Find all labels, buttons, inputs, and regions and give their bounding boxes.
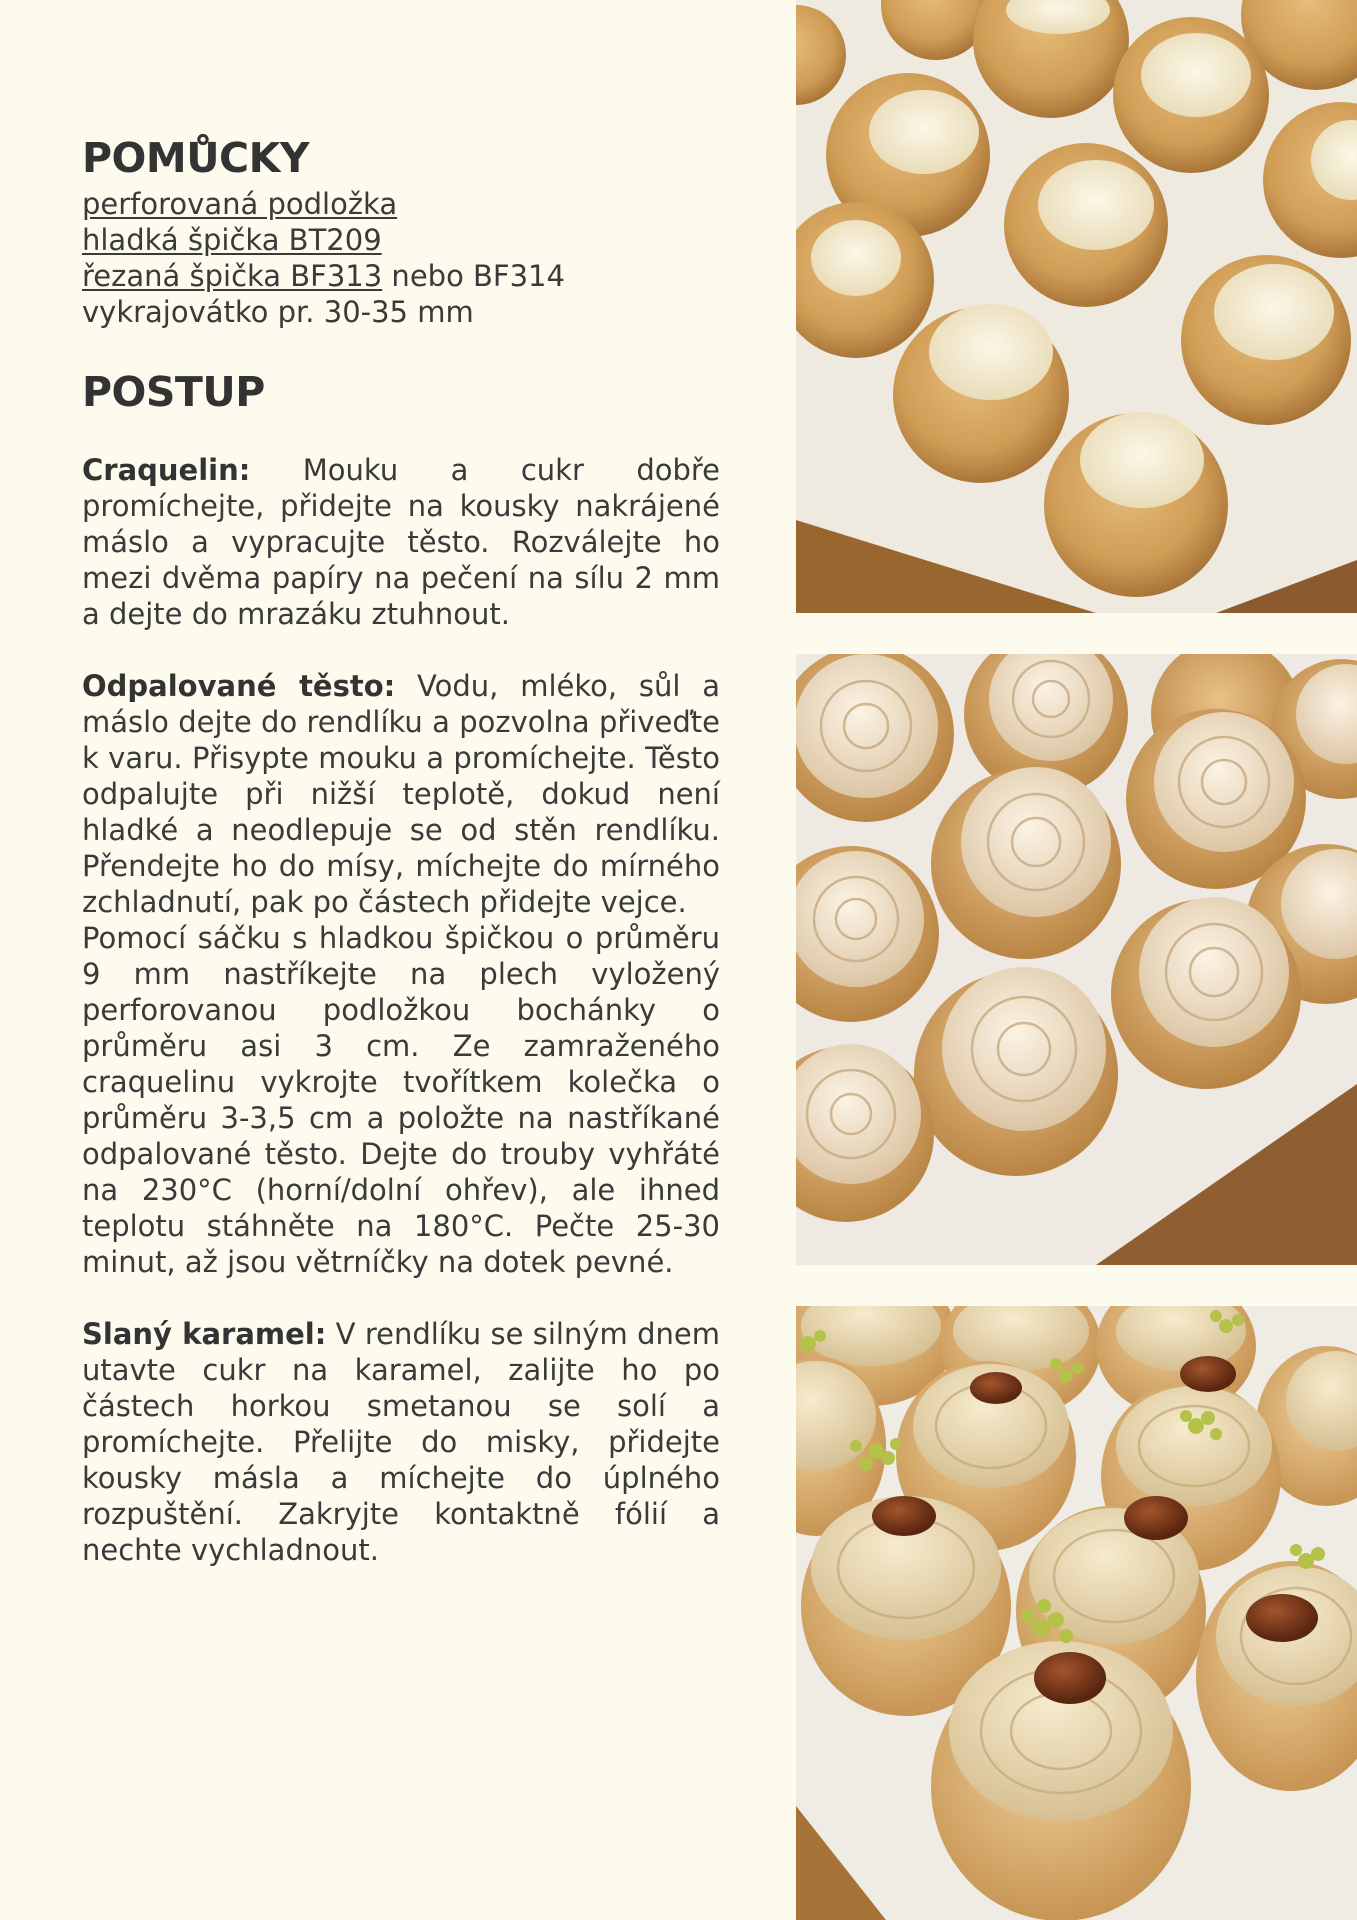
caramel-text: V rendlíku se silným dnem utavte cukr na karamel, zalijte ho po částech horkou smetanou se solí a promíchejte. Přelijte do misky, přidejte kousky másla a míchejte do úplného rozpuštění. Zakryjte kontaktně fólií a nechte vychladnout. bbox=[82, 1317, 720, 1567]
method-heading: POSTUP bbox=[82, 368, 265, 416]
tool-text: nebo BF314 bbox=[382, 259, 565, 293]
tool-link[interactable]: perforovaná podložka bbox=[82, 187, 398, 221]
photo-cream-choux bbox=[796, 654, 1357, 1265]
craquelin-label: Craquelin: bbox=[82, 453, 251, 487]
craquelin-step bbox=[82, 452, 720, 632]
caramel-label: Slaný karamel: bbox=[82, 1317, 327, 1351]
tools-heading: POMŮCKY bbox=[82, 134, 310, 182]
tool-item bbox=[82, 258, 720, 294]
tool-item bbox=[82, 186, 720, 222]
choux-step-2: Pomocí sáčku s hladkou špičkou o průměru 9 mm nastříkejte na plech vyložený perforovanou podložkou bochánky o průměru asi 3 cm. Ze zamraženého craquelinu vykrojte tvořítkem kolečka o průměru 3-3,5 cm a položte na nastříkané odpalované těsto. Dejte do trouby vyhřáté na 230°C (horní/dolní ohřev), ale ihned teplotu stáhněte na 180°C. Pečte 25-30 minut, až jsou větrníčky na dotek pevné. bbox=[82, 921, 720, 1279]
photo-craquelin-choux bbox=[796, 0, 1357, 613]
cream-choux-image bbox=[796, 654, 1357, 1265]
craquelin-choux-image bbox=[796, 0, 1357, 613]
tool-link[interactable]: hladká špička BT209 bbox=[82, 223, 382, 257]
recipe-text-column bbox=[82, 134, 720, 1568]
tools-list bbox=[82, 186, 720, 330]
choux-step bbox=[82, 668, 720, 920]
tool-item bbox=[82, 222, 720, 258]
tool-item bbox=[82, 294, 720, 330]
craquelin-text: Mouku a cukr dobře promíchejte, přidejte na kousky nakrájené máslo a vypracujte těsto. Rozválejte ho mezi dvěma papíry na pečení na sílu 2 mm a dejte do mrazáku ztuhnout. bbox=[82, 453, 720, 631]
caramel-step bbox=[82, 1316, 720, 1568]
caramel-choux-image bbox=[796, 1306, 1357, 1920]
tool-text: vykrajovátko pr. 30-35 mm bbox=[82, 295, 474, 329]
choux-label: Odpalované těsto: bbox=[82, 669, 396, 703]
tool-link[interactable]: řezaná špička BF313 bbox=[82, 259, 383, 293]
choux-text: Vodu, mléko, sůl a máslo dejte do rendlíku a pozvolna přiveďte k varu. Přisypte mouku a promíchejte. Těsto odpalujte při nižší teplotě, dokud není hladké a neodlepuje se od stěn rendlíku. Přendejte ho do mísy, míchejte do mírného zchladnutí, pak po částech přidejte vejce. bbox=[82, 669, 720, 919]
photo-caramel-choux bbox=[796, 1306, 1357, 1920]
